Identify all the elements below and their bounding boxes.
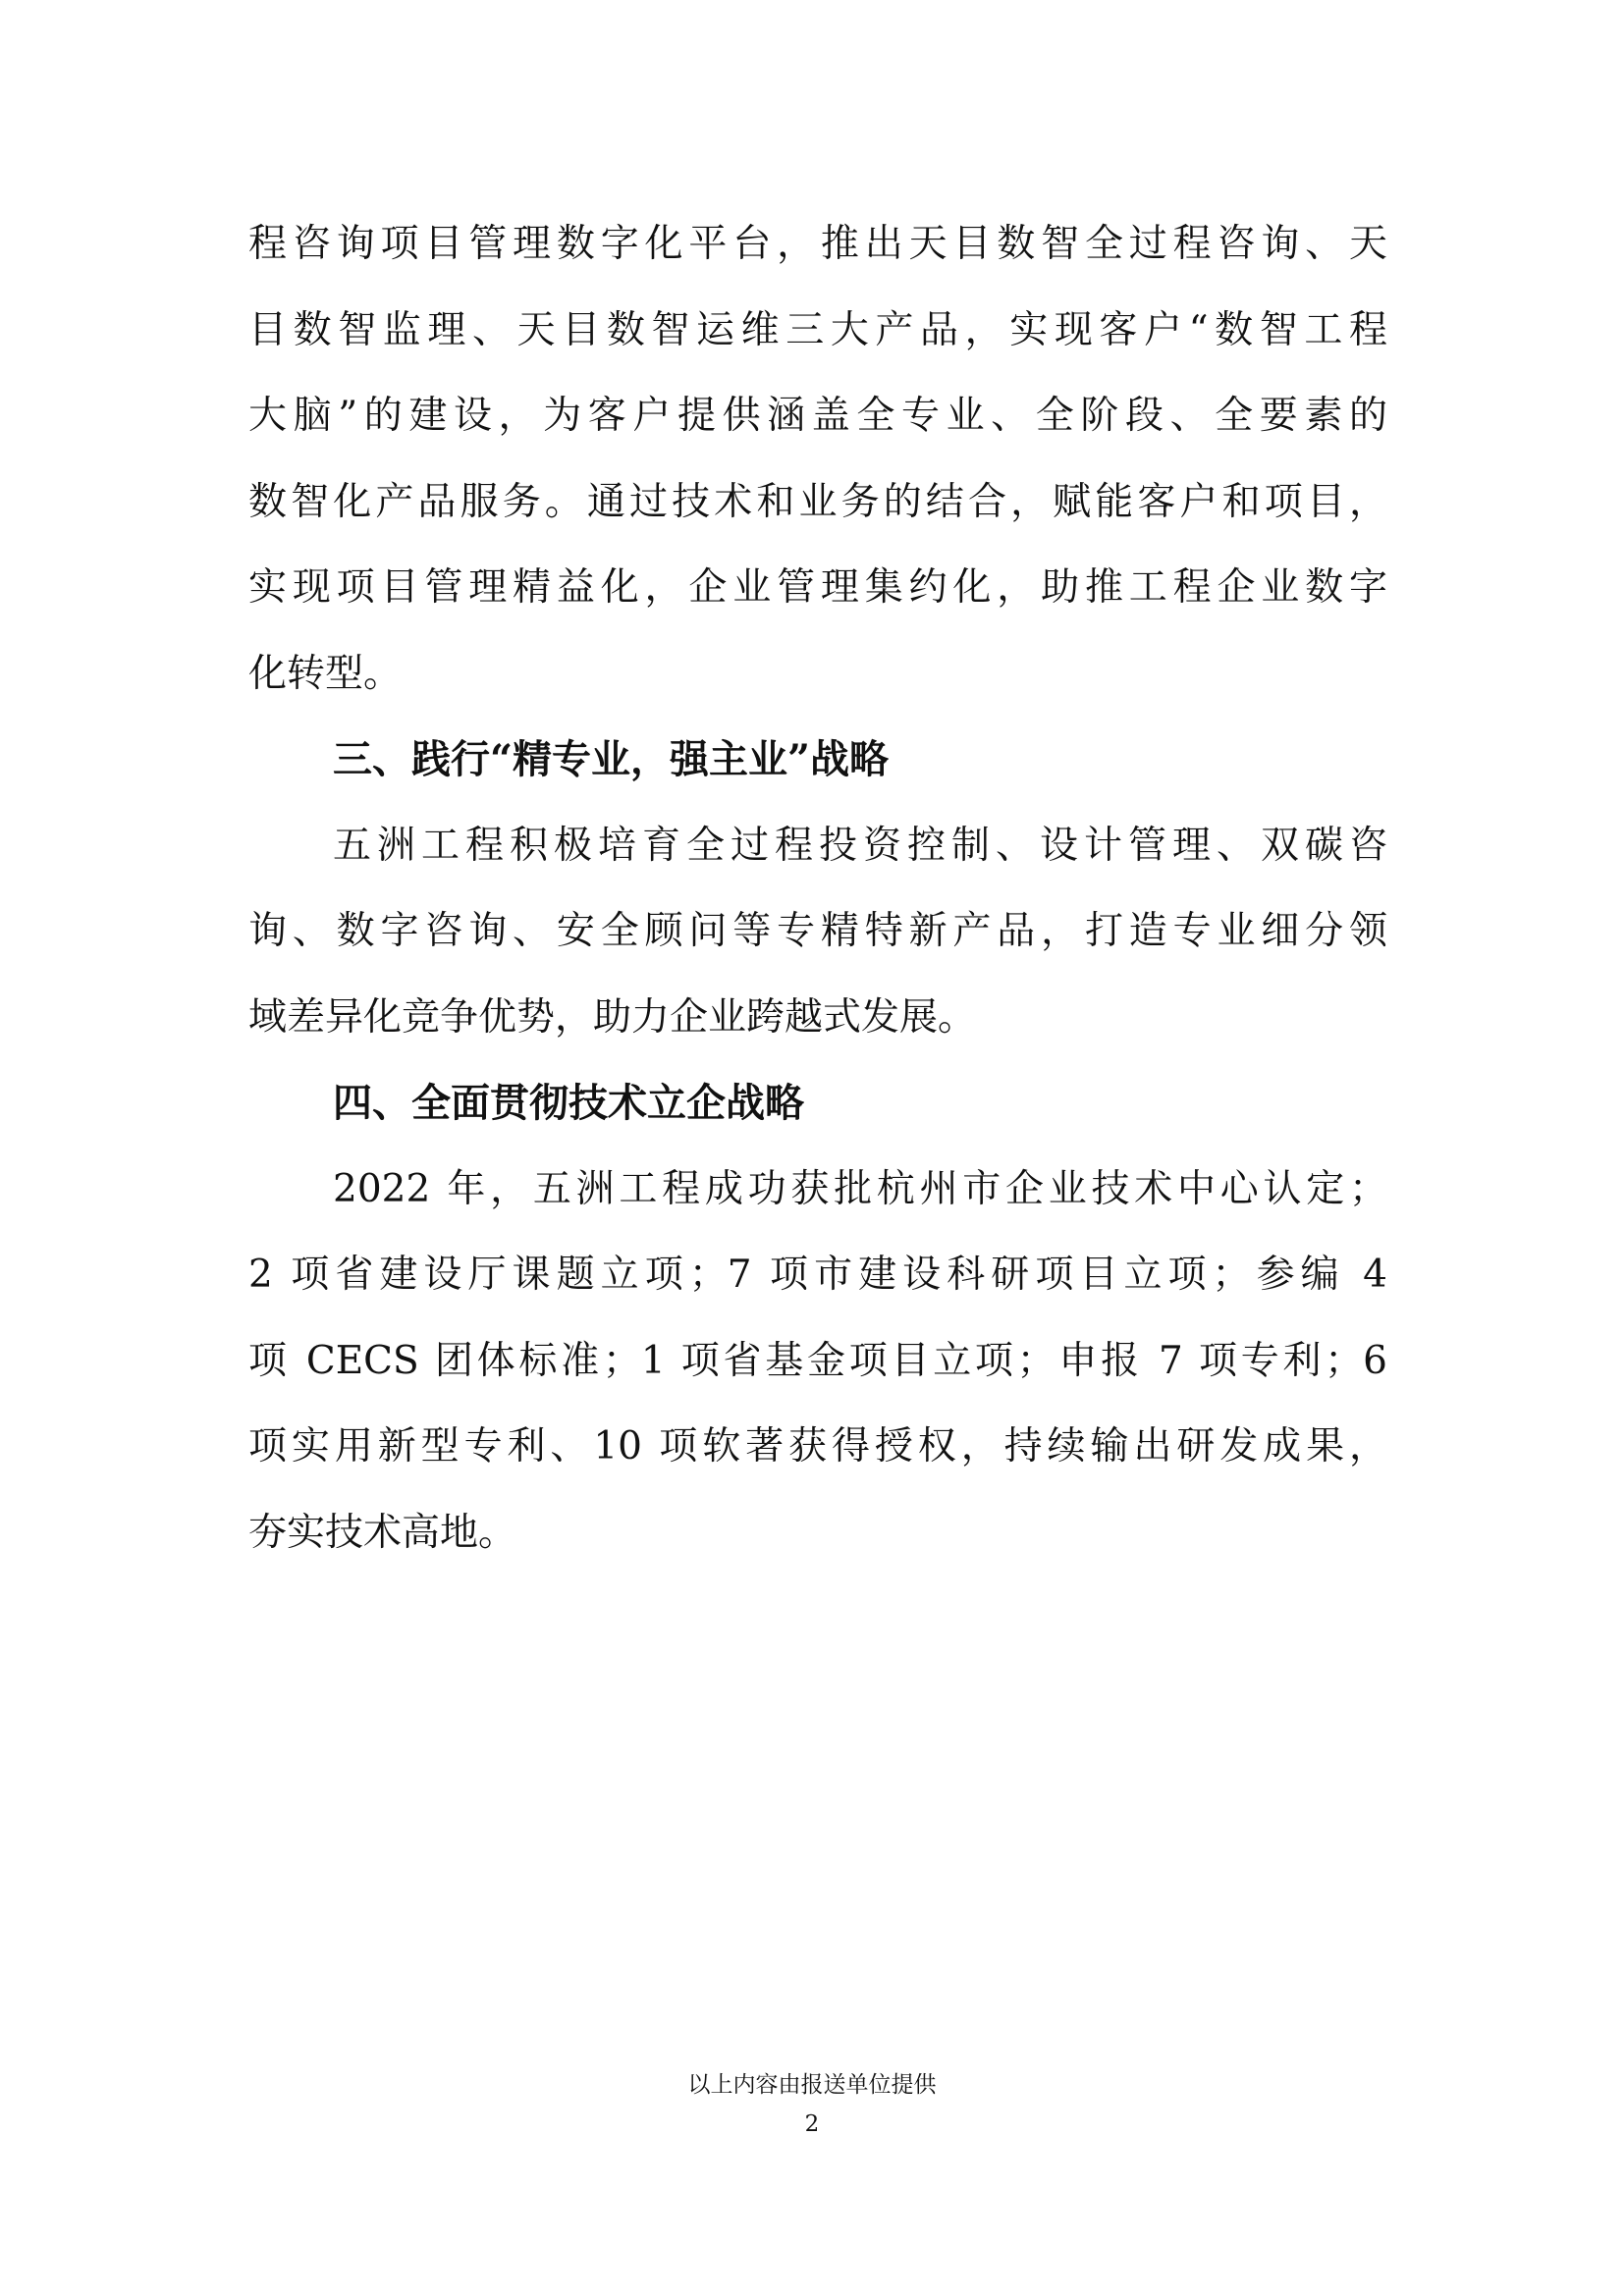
section-heading-4: 四、全面贯彻技术立企战略 (333, 1080, 804, 1126)
paragraph-line: 2 项省建设厅课题立项；7 项市建设科研项目立项；参编 4 (248, 1253, 1387, 1297)
footer-note: 以上内容由报送单位提供 (687, 2072, 937, 2098)
paragraph-line: 大脑”的建设，为客户提供涵盖全专业、全阶段、全要素的 (248, 394, 1387, 438)
paragraph-line: 项 CECS 团体标准；1 项省基金项目立项；申报 7 项专利；6 (248, 1338, 1387, 1383)
paragraph-line: 询、数字咨询、安全顾问等专精特新产品，打造专业细分领 (248, 909, 1387, 953)
paragraph-line: 域差异化竞争优势，助力企业跨越式发展。 (248, 994, 977, 1040)
section-heading-3: 三、践行“精专业，强主业”战略 (333, 736, 890, 782)
paragraph-line: 目数智监理、天目数智运维三大产品，实现客户“数智工程 (248, 307, 1387, 352)
paragraph-line: 夯实技术高地。 (248, 1510, 517, 1555)
document-body (248, 201, 1387, 1575)
page-number: 2 (804, 2111, 820, 2137)
paragraph-line: 2022 年，五洲工程成功获批杭州市企业技术中心认定； (333, 1166, 1387, 1211)
paragraph-line: 五洲工程积极培育全过程投资控制、设计管理、双碳咨 (333, 823, 1387, 868)
paragraph-line: 实现项目管理精益化，企业管理集约化，助推工程企业数字 (248, 565, 1387, 610)
paragraph-line: 化转型。 (248, 651, 403, 696)
paragraph-line: 程咨询项目管理数字化平台，推出天目数智全过程咨询、天 (248, 222, 1387, 266)
paragraph-line: 项实用新型专利、10 项软著获得授权，持续输出研发成果， (248, 1424, 1387, 1468)
paragraph-line: 数智化产品服务。通过技术和业务的结合，赋能客户和项目， (248, 479, 1387, 524)
